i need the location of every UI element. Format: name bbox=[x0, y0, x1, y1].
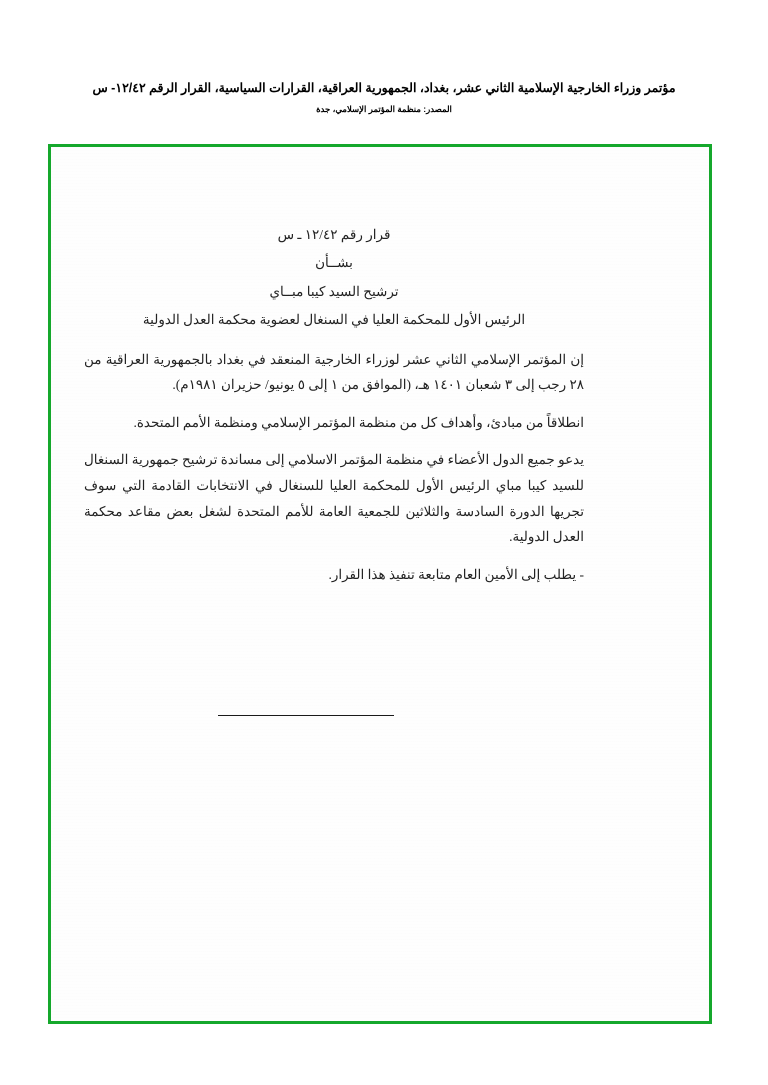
resolution-paragraph-2: انطلاقاً من مبادئ، وأهداف كل من منظمة المؤتمر الإسلامي ومنظمة الأمم المتحدة. bbox=[133, 414, 584, 430]
resolution-paragraph-3: يدعو جميع الدول الأعضاء في منظمة المؤتمر الاسلامي إلى مساندة ترشيح جمهورية السنغال للسيد كيبا مباي الرئيس الأول للمحكمة العليا للسنغال في الانتخابات القادمة التي سوف تجريها الدورة السادسة والثلاثين للجمعية العامة للأمم المتحدة لشغل بعض مقاعد محكمة العدل الدولية. bbox=[84, 452, 584, 545]
page-title: مؤتمر وزراء الخارجية الإسلامية الثاني عشر، بغداد، الجمهورية العراقية، القرارات السياسية، القرار الرقم ١٢/٤٢- س bbox=[92, 81, 676, 95]
resolution-body bbox=[84, 222, 584, 588]
document-header bbox=[0, 80, 768, 115]
resolution-subject-label: بشــأن bbox=[315, 254, 353, 270]
resolution-paragraph-4: - يطلب إلى الأمين العام متابعة تنفيذ هذا القرار. bbox=[328, 567, 584, 583]
resolution-heading-line-1: ترشيح السيد كيبا مبــاي bbox=[269, 284, 399, 300]
section-divider-rule bbox=[218, 715, 394, 716]
resolution-number: قرار رقم ١٢/٤٢ ـ س bbox=[277, 227, 391, 242]
resolution-heading-line-2: الرئيس الأول للمحكمة العليا في السنغال لعضوية محكمة العدل الدولية bbox=[142, 311, 526, 327]
source-credit: المصدر: منظمة المؤتمر الإسلامي، جدة bbox=[316, 103, 452, 114]
resolution-paragraph-1: إن المؤتمر الإسلامي الثاني عشر لوزراء الخارجية المنعقد في بغداد بالجمهورية العراقية من ٢٨ رجب إلى ٣ شعبان ١٤٠١ هـ، (الموافق من ١ إلى ٥ يونيو/ حزيران ١٩٨١م). bbox=[84, 351, 584, 393]
